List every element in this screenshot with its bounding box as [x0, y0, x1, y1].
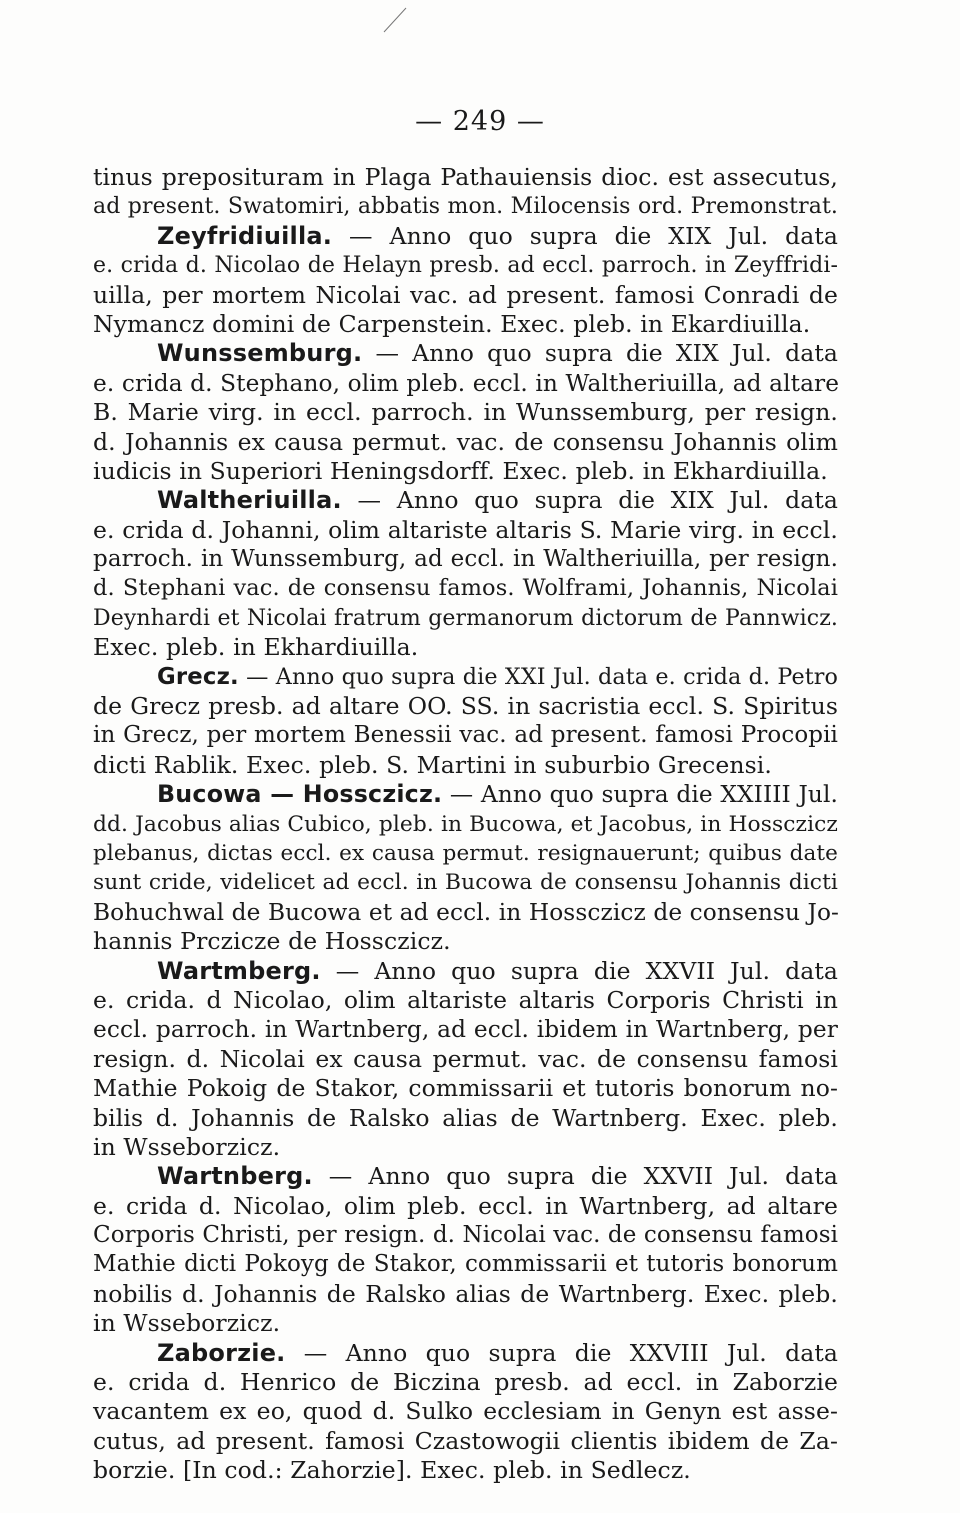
entry-heading-line — [93, 1162, 838, 1191]
line-text: hannis Prczicze de Hossczicz. — [93, 927, 451, 956]
line-text: e. crida d. Nicolao de Helayn presb. ad eccl. parroch. in Zeyffridi- — [93, 253, 838, 279]
line-text: Mathie Pokoig de Stakor, commissarii et tutoris bonorum no- — [93, 1074, 838, 1103]
line-text: Deynhardi et Nicolai fratrum germanorum dictorum de Pannwicz. — [93, 605, 838, 631]
line-text: plebanus, dictas eccl. ex causa permut. resignauerunt; quibus date — [93, 840, 838, 866]
text-line — [93, 868, 838, 897]
text-line — [93, 310, 838, 339]
text-line — [93, 281, 838, 310]
place-name-heading: Bucowa — Hossczicz. — [157, 780, 443, 809]
text-line — [93, 986, 838, 1015]
line-text: bilis d. Johannis de Ralsko alias de Wartnberg. Exec. pleb. — [93, 1103, 838, 1132]
line-text: B. Marie virg. in eccl. parroch. in Wunssemburg, per resign. — [93, 398, 838, 427]
place-name-heading: Wunssemburg. — [157, 339, 363, 368]
text-line — [93, 1015, 838, 1044]
text-line — [93, 398, 838, 427]
line-text: dicti Rablik. Exec. pleb. S. Martini in suburbio Grecensi. — [93, 750, 772, 779]
text-line — [93, 1045, 838, 1074]
place-name-heading: Wartnberg. — [157, 1162, 313, 1191]
entry-heading-line — [93, 222, 838, 251]
line-text: Bohuchwal de Bucowa et ad eccl. in Hossczicz de consensu Jo- — [93, 898, 839, 926]
line-text: — Anno quo supra die XIX Jul. data — [341, 486, 838, 515]
entry-heading-line — [93, 780, 838, 809]
stray-pen-mark — [378, 4, 410, 36]
text-line — [93, 751, 838, 780]
line-text: — Anno quo supra die XXVII Jul. data — [320, 956, 838, 985]
line-text: tinus preposituram in Plaga Pathauiensis dioc. est assecutus, — [93, 163, 838, 191]
line-text: — Anno quo supra die XXVII Jul. data — [312, 1162, 838, 1191]
page-number: — 249 — — [415, 106, 545, 137]
text-line — [93, 1456, 838, 1485]
line-text: — Anno quo supra die XXVIII Jul. data — [285, 1338, 838, 1367]
place-name-heading: Zaborzie. — [157, 1338, 286, 1367]
text-line — [93, 1074, 838, 1103]
line-text: Exec. pleb. in Ekhardiuilla. — [93, 633, 419, 662]
line-text: e. crida d. Henrico de Biczina presb. ad eccl. in Zaborzie — [93, 1368, 838, 1397]
text-line — [93, 1133, 838, 1162]
text-line — [93, 369, 838, 398]
line-text: ad present. Swatomiri, abbatis mon. Milocensis ord. Premonstrat. — [93, 194, 838, 220]
line-text: Mathie dicti Pokoyg de Stakor, commissarii et tutoris bonorum — [93, 1251, 838, 1278]
text-line — [93, 574, 838, 603]
text-line — [93, 633, 838, 662]
line-text: e. crida d. Nicolao, olim pleb. eccl. in Wartnberg, ad altare — [93, 1191, 838, 1220]
line-text: iudicis in Superiori Heningsdorff. Exec. pleb. in Ekhardiuilla. — [93, 456, 828, 485]
text-line — [93, 428, 838, 457]
line-text: sunt cride, videlicet ad eccl. in Bucowa de consensu Johannis dicti — [93, 870, 838, 896]
line-text: e. crida d. Stephano, olim pleb. eccl. in Waltheriuilla, ad altare — [93, 369, 840, 397]
text-line — [93, 1309, 838, 1338]
line-text: in Grecz, per mortem Benessii vac. ad present. famosi Procopii — [93, 722, 838, 749]
text-line — [93, 545, 838, 574]
text-line — [93, 1250, 838, 1279]
entry-heading-line — [93, 957, 838, 986]
text-line — [93, 1427, 838, 1456]
text-line — [93, 251, 838, 280]
line-text: eccl. parroch. in Wartnberg, ad eccl. ibidem in Wartnberg, per — [93, 1016, 838, 1044]
line-text: vacantem ex eo, quod d. Sulko ecclesiam in Genyn est asse- — [93, 1397, 838, 1426]
line-text: — Anno quo supra die XXI Jul. data e. crida d. Petro — [238, 663, 838, 690]
line-text: in Wsseborzicz. — [93, 1309, 281, 1338]
line-text: Corporis Christi, per resign. d. Nicolai vac. de consensu famosi — [93, 1222, 839, 1249]
entry-heading-line — [93, 486, 838, 515]
line-text: — Anno quo supra die XIX Jul. data — [332, 221, 838, 250]
text-line — [93, 1397, 838, 1426]
line-text: e. crida. d Nicolao, olim altariste altaris Corporis Christi in — [93, 985, 838, 1014]
line-text: cutus, ad present. famosi Czastowogii clientis ibidem de Za- — [93, 1426, 838, 1455]
place-name-heading: Zeyfridiuilla. — [157, 221, 333, 250]
text-line — [93, 927, 838, 956]
line-text: de Grecz presb. ad altare OO. SS. in sacristia eccl. S. Spiritus — [93, 692, 838, 721]
line-text: resign. d. Nicolai ex causa permut. vac. de consensu famosi — [93, 1044, 838, 1073]
line-text: — Anno quo supra die XXIIII Jul. — [442, 781, 838, 809]
text-line — [93, 692, 838, 721]
text-line — [93, 192, 838, 221]
text-line — [93, 1104, 838, 1133]
text-line — [93, 163, 838, 192]
line-text: e. crida d. Johanni, olim altariste altaris S. Marie virg. in eccl. — [93, 515, 838, 544]
line-text: Nymancz domini de Carpenstein. Exec. pleb. in Ekardiuilla. — [93, 309, 811, 338]
place-name-heading: Grecz. — [157, 663, 239, 690]
place-name-heading: Waltheriuilla. — [157, 486, 342, 515]
line-text: in Wsseborzicz. — [93, 1132, 281, 1161]
entry-heading-line — [93, 339, 838, 368]
text-line — [93, 810, 838, 839]
line-text: parroch. in Wunssemburg, ad eccl. in Waltheriuilla, per resign. — [93, 546, 838, 573]
line-text: nobilis d. Johannis de Ralsko alias de Wartnberg. Exec. pleb. — [93, 1279, 838, 1308]
entry-heading-line — [93, 663, 838, 692]
text-line — [93, 1192, 838, 1221]
text-line — [93, 516, 838, 545]
text-line — [93, 1368, 838, 1397]
line-text: d. Stephani vac. de consensu famos. Wolframi, Johannis, Nicolai — [93, 575, 838, 602]
text-line — [93, 839, 838, 868]
line-text: dd. Jacobus alias Cubico, pleb. in Bucowa, et Jacobus, in Hossczicz — [93, 811, 838, 837]
text-line — [93, 604, 838, 633]
entry-heading-line — [93, 1339, 838, 1368]
line-text: uilla, per mortem Nicolai vac. ad present. famosi Conradi de — [93, 280, 838, 309]
text-line — [93, 457, 838, 486]
text-line — [93, 898, 838, 927]
text-line — [93, 1221, 838, 1250]
line-text: d. Johannis ex causa permut. vac. de consensu Johannis olim — [93, 427, 838, 456]
line-text: — Anno quo supra die XIX Jul. data — [362, 339, 838, 368]
line-text: borzie. [In cod.: Zahorzie]. Exec. pleb. in Sedlecz. — [93, 1456, 691, 1485]
document-body — [93, 163, 838, 1486]
place-name-heading: Wartmberg. — [157, 956, 321, 985]
text-line — [93, 721, 838, 750]
text-line — [93, 1280, 838, 1309]
